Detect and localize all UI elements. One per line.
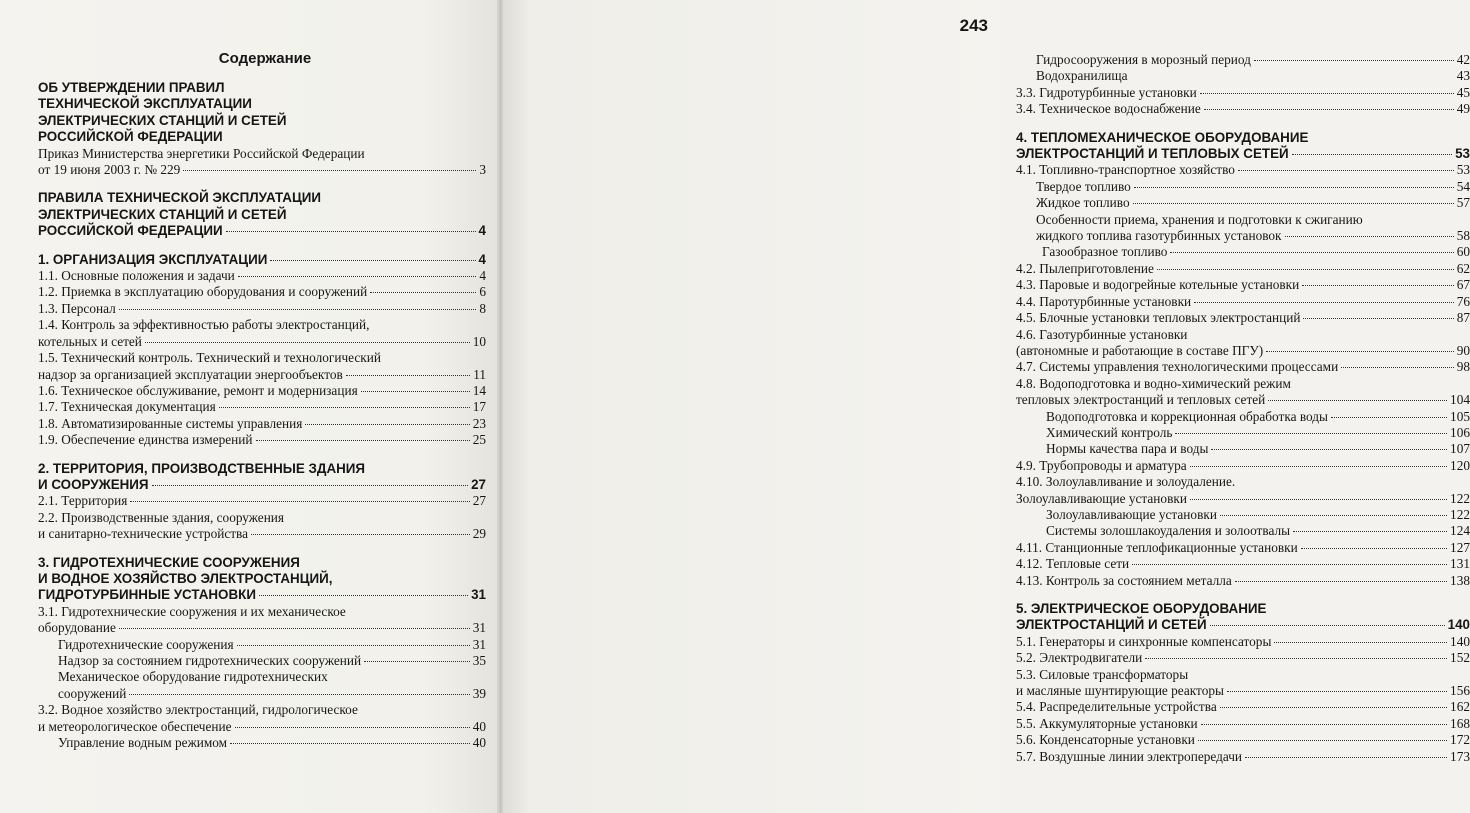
dot-leader — [270, 260, 475, 261]
toc-entry-page: 27 — [471, 476, 486, 492]
dot-leader — [219, 407, 470, 408]
toc-entry-page: 60 — [1456, 244, 1470, 260]
toc-entry-title: 3. ГИДРОТЕХНИЧЕСКИЕ СООРУЖЕНИЯ — [38, 554, 300, 570]
toc-entry — [38, 555, 486, 571]
toc-entry-title: 5.6. Конденсаторные установки — [1016, 732, 1195, 748]
dot-leader — [1201, 724, 1447, 725]
toc-entry-title: Газообразное топливо — [1042, 244, 1168, 260]
toc-entry — [1016, 85, 1470, 101]
toc-entry — [38, 604, 486, 620]
toc-entry-page: 53 — [1455, 146, 1470, 162]
toc-entry-page: 140 — [1450, 633, 1470, 649]
dot-leader — [1302, 285, 1454, 286]
toc-entry-title: оборудование — [38, 620, 116, 636]
toc-entry-title: РОССИЙСКОЙ ФЕДЕРАЦИИ — [38, 223, 223, 239]
toc-entry-page: 107 — [1450, 441, 1470, 457]
toc-entry-page: 45 — [1456, 84, 1470, 100]
toc-entry-page: 106 — [1450, 424, 1470, 440]
toc-entry-title: 4.11. Станционные теплофикационные установки — [1016, 539, 1298, 555]
toc-entry — [1016, 634, 1470, 650]
toc-entry-title: Нормы качества пара и воды — [1046, 441, 1209, 457]
dot-leader — [130, 501, 469, 502]
dot-leader — [1245, 757, 1447, 758]
dot-leader — [1200, 93, 1454, 94]
dot-leader — [1190, 466, 1447, 467]
toc-entry-page: 127 — [1450, 539, 1470, 555]
dot-leader — [1134, 187, 1454, 188]
toc-entry-title: 4.4. Паротурбинные установки — [1016, 293, 1192, 309]
toc-entry-title: ЭЛЕКТРИЧЕСКИХ СТАНЦИЙ И СЕТЕЙ — [38, 112, 287, 128]
toc-entry — [1016, 699, 1470, 715]
dot-leader — [1303, 318, 1453, 319]
toc-entry-page: 140 — [1447, 617, 1470, 633]
dot-leader — [152, 485, 469, 486]
toc-entry — [38, 416, 486, 432]
toc-entry-page: 8 — [479, 300, 486, 316]
dot-leader — [259, 595, 468, 596]
toc-entry — [38, 587, 486, 603]
toc-entry-page: 173 — [1450, 748, 1470, 764]
toc-entry-title: 2. ТЕРРИТОРИЯ, ПРОИЗВОДСТВЕННЫЕ ЗДАНИЯ — [38, 460, 366, 476]
toc-entry-title: Гидросооружения в морозный период — [1036, 52, 1251, 67]
toc-entry-title: 4. ТЕПЛОМЕХАНИЧЕСКОЕ ОБОРУДОВАНИЕ — [1016, 129, 1309, 145]
toc-entry-page: 29 — [472, 526, 486, 542]
toc-entry-page: 4 — [479, 268, 486, 284]
toc-entry-title: Водоподготовка и коррекционная обработка воды — [1046, 408, 1328, 424]
toc-entry-title: 4.13. Контроль за состоянием металла — [1016, 572, 1232, 588]
toc-entry-title: 3.2. Водное хозяйство электростанций, гидрологическое — [38, 702, 358, 718]
dot-leader — [1301, 548, 1447, 549]
toc-entry — [38, 317, 486, 333]
toc-entry-title: 2.1. Территория — [38, 493, 128, 509]
toc-entry-page: 10 — [472, 333, 486, 349]
toc-entry — [38, 620, 486, 636]
toc-entry — [38, 461, 486, 477]
toc-entry-title: ЭЛЕКТРИЧЕСКИХ СТАНЦИЙ И СЕТЕЙ — [38, 206, 287, 222]
toc-entry — [1016, 376, 1470, 392]
toc-entry-title: Надзор за состоянием гидротехнических сооружений — [58, 653, 362, 668]
toc-entry — [1016, 327, 1470, 343]
toc-entry-page: 105 — [1450, 408, 1470, 424]
toc-entry-title: 1.4. Контроль за эффективностью работы электростанций, — [38, 317, 370, 333]
dot-leader — [1175, 433, 1447, 434]
toc-entry-page: 120 — [1450, 457, 1470, 473]
toc-entry — [38, 719, 486, 735]
dot-leader — [1268, 400, 1447, 401]
toc-entry — [1016, 101, 1470, 117]
dot-leader — [1170, 252, 1453, 253]
toc-entry-page: 31 — [471, 587, 486, 603]
toc-entry — [38, 493, 486, 509]
toc-entry-title: надзор за организацией эксплуатации энергообъектов — [38, 366, 343, 382]
toc-entry-title: ЭЛЕКТРОСТАНЦИЙ И СЕТЕЙ — [1016, 617, 1207, 633]
toc-entry — [38, 284, 486, 300]
toc-entry — [38, 350, 486, 366]
toc-entry-page: 131 — [1450, 556, 1470, 572]
dot-leader — [1157, 269, 1454, 270]
toc-entry — [1016, 441, 1470, 457]
dot-leader — [230, 743, 470, 744]
toc-entry — [1016, 683, 1470, 699]
dot-leader — [1238, 170, 1454, 171]
toc-entry-title: 5.1. Генераторы и синхронные компенсаторы — [1016, 633, 1272, 649]
toc-entry-title: ГИДРОТУРБИННЫЕ УСТАНОВКИ — [38, 587, 256, 603]
dot-leader — [1227, 691, 1447, 692]
toc-entry-title: ТЕХНИЧЕСКОЙ ЭКСПЛУАТАЦИИ — [38, 96, 252, 112]
toc-entry-page: 87 — [1456, 310, 1470, 326]
toc-entry — [38, 223, 486, 239]
toc-entry — [1016, 343, 1470, 359]
dot-leader — [1220, 707, 1447, 708]
toc-entry-title: 1.8. Автоматизированные системы управления — [38, 415, 303, 431]
dot-leader — [1198, 740, 1447, 741]
toc-entry-page: 27 — [472, 493, 486, 509]
toc-entry — [1016, 212, 1470, 228]
toc-entry-title: Механическое оборудование гидротехнических — [58, 669, 328, 685]
toc-entry-title: Жидкое топливо — [1036, 195, 1130, 211]
toc-entry-page: 4 — [478, 223, 486, 239]
dot-leader — [119, 309, 477, 310]
toc-entry — [1016, 146, 1470, 162]
toc-entry-title: ЭЛЕКТРОСТАНЦИЙ И ТЕПЛОВЫХ СЕТЕЙ — [1016, 146, 1289, 162]
dot-leader — [256, 440, 470, 441]
toc-entry-title: 5.4. Распределительные устройства — [1016, 699, 1217, 715]
toc-entry-page: 40 — [472, 735, 486, 751]
toc-entry-page: 11 — [473, 366, 486, 382]
dot-leader — [1204, 109, 1454, 110]
toc-entry — [1016, 261, 1470, 277]
toc-entry-page: 156 — [1450, 683, 1470, 699]
toc-entry-page: 138 — [1450, 572, 1470, 588]
toc-entry — [1016, 556, 1470, 572]
toc-entry — [1016, 716, 1470, 732]
toc-entry-title: 1.7. Техническая документация — [38, 399, 216, 415]
toc-entry — [38, 637, 486, 653]
toc-entry-title: 1.9. Обеспечение единства измерений — [38, 432, 253, 448]
toc-entry — [1016, 667, 1470, 683]
toc-entry — [1016, 650, 1470, 666]
toc-entry-title: 2.2. Производственные здания, сооружения — [38, 509, 285, 525]
toc-entry-title: 4.6. Газотурбинные установки — [1016, 326, 1188, 342]
toc-entry-page: 42 — [1456, 52, 1470, 67]
toc-entry-page: 54 — [1456, 178, 1470, 194]
toc-entry-title: 4.2. Пылеприготовление — [1016, 260, 1154, 276]
toc-entry — [1016, 162, 1470, 178]
toc-entry — [38, 669, 486, 685]
toc-entry-page: 62 — [1456, 260, 1470, 276]
toc-entry-title: жидкого топлива газотурбинных установок — [1036, 228, 1282, 244]
toc-entry — [38, 96, 486, 112]
left-page — [0, 0, 500, 813]
toc-entry-page: 124 — [1450, 523, 1470, 539]
dot-leader — [119, 628, 470, 629]
toc-entry-page: 4 — [478, 251, 486, 267]
dot-leader — [1211, 449, 1447, 450]
toc-entry-page: 3 — [479, 162, 486, 178]
toc-entry-page: 58 — [1456, 228, 1470, 244]
toc-entry-page: 67 — [1456, 277, 1470, 293]
toc-entry — [38, 383, 486, 399]
right-toc — [1016, 52, 1470, 765]
dot-leader — [1194, 302, 1454, 303]
toc-entry-page: 168 — [1450, 715, 1470, 731]
toc-entry — [1016, 228, 1470, 244]
toc-entry-title: 1.1. Основные положения и задачи — [38, 268, 235, 284]
toc-entry-page: 43 — [1456, 68, 1470, 84]
toc-entry-title: 3.1. Гидротехнические сооружения и их механическое — [38, 603, 346, 619]
dot-leader — [370, 292, 476, 293]
toc-entry-title: Водохранилища — [1036, 68, 1128, 84]
toc-entry — [1016, 277, 1470, 293]
toc-entry-title: и масляные шунтирующие реакторы — [1016, 683, 1224, 699]
toc-entry — [38, 477, 486, 493]
toc-entry — [1016, 617, 1470, 633]
toc-entry — [38, 252, 486, 268]
toc-entry — [38, 432, 486, 448]
dot-leader — [1220, 515, 1447, 516]
toc-entry-title: 1.3. Персонал — [38, 300, 116, 316]
toc-entry-title: И СООРУЖЕНИЯ — [38, 476, 149, 492]
toc-entry-title: 4.3. Паровые и водогрейные котельные установки — [1016, 277, 1300, 293]
toc-entry — [1016, 749, 1470, 765]
toc-entry-title: 4.9. Трубопроводы и арматура — [1016, 457, 1187, 473]
toc-entry — [1016, 458, 1470, 474]
toc-entry-title: Управление водным режимом — [58, 735, 228, 751]
toc-entry — [38, 146, 486, 162]
toc-entry-title: 4.12. Тепловые сети — [1016, 556, 1130, 572]
toc-entry — [38, 510, 486, 526]
dot-leader — [251, 534, 470, 535]
toc-entry — [1016, 68, 1470, 84]
toc-entry-title: Твердое топливо — [1036, 178, 1131, 194]
toc-entry-title: 5.7. Воздушные линии электропередачи — [1016, 748, 1243, 764]
contents-heading: Содержание — [218, 50, 312, 67]
toc-entry-page: 17 — [472, 399, 486, 415]
toc-entry-page: 31 — [472, 636, 486, 652]
toc-entry-page: 122 — [1450, 506, 1470, 522]
toc-entry — [38, 702, 486, 718]
toc-entry — [1016, 523, 1470, 539]
toc-entry-title: 4.5. Блочные установки тепловых электростанций — [1016, 310, 1301, 326]
toc-entry-title: 1.6. Техническое обслуживание, ремонт и модернизация — [38, 382, 358, 398]
toc-entry — [38, 190, 486, 206]
dot-leader — [235, 727, 470, 728]
toc-entry-title: (автономные и работающие в составе ПГУ) — [1016, 342, 1264, 358]
toc-entry — [1016, 573, 1470, 589]
toc-entry-title: 5.2. Электродвигатели — [1016, 650, 1143, 666]
toc-entry — [38, 735, 486, 751]
toc-entry-title: Золоулавливающие установки — [1046, 506, 1217, 522]
toc-entry-page: 23 — [472, 415, 486, 431]
toc-entry-title: от 19 июня 2003 г. № 229 — [38, 162, 181, 178]
dot-leader — [226, 231, 476, 232]
dot-leader — [1254, 60, 1454, 61]
toc-entry-title: 4.7. Системы управления технологическими процессами — [1016, 359, 1339, 375]
toc-entry-title: 1.2. Приемка в эксплуатацию оборудования и сооружений — [38, 284, 368, 300]
toc-entry — [1016, 179, 1470, 195]
toc-entry — [1016, 540, 1470, 556]
toc-entry-title: Золоулавливающие установки — [1016, 490, 1187, 506]
toc-entry-title: котельных и сетей — [38, 333, 142, 349]
toc-entry — [1016, 392, 1470, 408]
toc-entry-title: 4.8. Водоподготовка и водно-химический режим — [1016, 375, 1291, 391]
toc-entry — [38, 129, 486, 145]
toc-entry — [1016, 294, 1470, 310]
dot-leader — [1190, 499, 1447, 500]
dot-leader — [183, 170, 476, 171]
toc-entry-page: 90 — [1456, 342, 1470, 358]
toc-entry-title: 5.5. Аккумуляторные установки — [1016, 715, 1198, 731]
toc-entry — [1016, 409, 1470, 425]
toc-entry-page: 104 — [1450, 392, 1470, 408]
toc-entry-title: 4.1. Топливно-транспортное хозяйство — [1016, 162, 1235, 178]
toc-entry — [1016, 244, 1470, 260]
dot-leader — [1235, 581, 1447, 582]
toc-entry-page: 25 — [472, 432, 486, 448]
toc-entry-page: 6 — [479, 284, 486, 300]
dot-leader — [1285, 236, 1454, 237]
dot-leader — [364, 661, 470, 662]
toc-entry — [38, 301, 486, 317]
toc-entry-title: Гидротехнические сооружения — [58, 636, 234, 652]
toc-entry — [1016, 52, 1470, 68]
toc-entry-title: Химический контроль — [1046, 424, 1173, 440]
dot-leader — [1293, 531, 1447, 532]
toc-entry — [1016, 359, 1470, 375]
dot-leader — [1133, 203, 1454, 204]
right-page — [500, 0, 1470, 813]
toc-entry — [1016, 425, 1470, 441]
toc-entry-page: 40 — [472, 718, 486, 734]
toc-entry-page: 98 — [1456, 359, 1470, 375]
toc-entry-title: и санитарно-технические устройства — [38, 526, 249, 542]
toc-entry-title: сооружений — [58, 685, 127, 701]
toc-entry-page: 49 — [1456, 101, 1470, 117]
toc-entry — [38, 113, 486, 129]
toc-entry — [38, 334, 486, 350]
toc-entry — [38, 162, 486, 178]
toc-entry — [38, 571, 486, 587]
toc-entry-page: 39 — [472, 685, 486, 701]
page-number: 243 — [959, 16, 988, 35]
toc-entry — [38, 653, 486, 669]
toc-entry-page: 122 — [1450, 490, 1470, 506]
dot-leader — [1341, 367, 1453, 368]
toc-entry-page: 31 — [472, 620, 486, 636]
dot-leader — [1210, 625, 1445, 626]
book-gutter — [497, 0, 503, 813]
toc-entry-page: 152 — [1450, 650, 1470, 666]
dot-leader — [305, 424, 469, 425]
toc-entry — [38, 399, 486, 415]
toc-entry-title: и метеорологическое обеспечение — [38, 718, 232, 734]
dot-leader — [129, 694, 469, 695]
dot-leader — [1292, 154, 1452, 155]
toc-entry-title: Особенности приема, хранения и подготовки к сжиганию — [1036, 211, 1363, 227]
dot-leader — [346, 375, 470, 376]
toc-entry — [1016, 507, 1470, 523]
dot-leader — [1132, 564, 1447, 565]
toc-entry-title: Приказ Министерства энергетики Российской Федерации — [38, 145, 365, 161]
toc-entry-title: ПРАВИЛА ТЕХНИЧЕСКОЙ ЭКСПЛУАТАЦИИ — [38, 190, 321, 206]
toc-entry-page: 57 — [1456, 195, 1470, 211]
toc-entry-title: 3.3. Гидротурбинные установки — [1016, 84, 1197, 100]
toc-entry — [1016, 491, 1470, 507]
toc-entry-title: И ВОДНОЕ ХОЗЯЙСТВО ЭЛЕКТРОСТАНЦИЙ, — [38, 570, 333, 586]
toc-entry-title: ОБ УТВЕРЖДЕНИИ ПРАВИЛ — [38, 80, 225, 95]
toc-entry-page: 35 — [472, 653, 486, 668]
toc-entry-title: тепловых электростанций и тепловых сетей — [1016, 392, 1266, 408]
toc-entry — [1016, 601, 1470, 617]
left-toc — [38, 80, 486, 751]
toc-entry — [38, 268, 486, 284]
toc-entry-title: 1. ОРГАНИЗАЦИЯ ЭКСПЛУАТАЦИИ — [38, 251, 268, 267]
toc-entry — [38, 686, 486, 702]
toc-entry-title: РОССИЙСКОЙ ФЕДЕРАЦИИ — [38, 129, 223, 145]
toc-entry — [38, 526, 486, 542]
toc-entry — [38, 367, 486, 383]
dot-leader — [1331, 417, 1447, 418]
toc-entry-title: Системы золошлакоудаления и золоотвалы — [1046, 523, 1291, 539]
dot-leader — [1274, 642, 1447, 643]
toc-entry — [1016, 130, 1470, 146]
toc-entry-page: 172 — [1450, 732, 1470, 748]
toc-entry-page: 14 — [472, 382, 486, 398]
toc-entry-page: 76 — [1456, 293, 1470, 309]
dot-leader — [1266, 351, 1454, 352]
dot-leader — [361, 391, 470, 392]
dot-leader — [238, 276, 477, 277]
toc-entry-page: 162 — [1450, 699, 1470, 715]
toc-entry-title: 4.10. Золоулавливание и золоудаление. — [1016, 474, 1236, 490]
toc-entry — [38, 80, 486, 96]
dot-leader — [237, 645, 470, 646]
toc-entry-title: 3.4. Техническое водоснабжение — [1016, 101, 1201, 117]
toc-entry — [1016, 195, 1470, 211]
dot-leader — [145, 342, 470, 343]
toc-entry — [1016, 732, 1470, 748]
toc-entry-title: 5.3. Силовые трансформаторы — [1016, 666, 1189, 682]
toc-entry — [1016, 310, 1470, 326]
toc-entry-title: 1.5. Технический контроль. Технический и технологический — [38, 350, 381, 366]
toc-entry — [38, 207, 486, 223]
toc-entry-title: 5. ЭЛЕКТРИЧЕСКОЕ ОБОРУДОВАНИЕ — [1016, 601, 1267, 616]
toc-entry-page: 53 — [1456, 162, 1470, 178]
dot-leader — [1145, 658, 1447, 659]
toc-entry — [1016, 474, 1470, 490]
